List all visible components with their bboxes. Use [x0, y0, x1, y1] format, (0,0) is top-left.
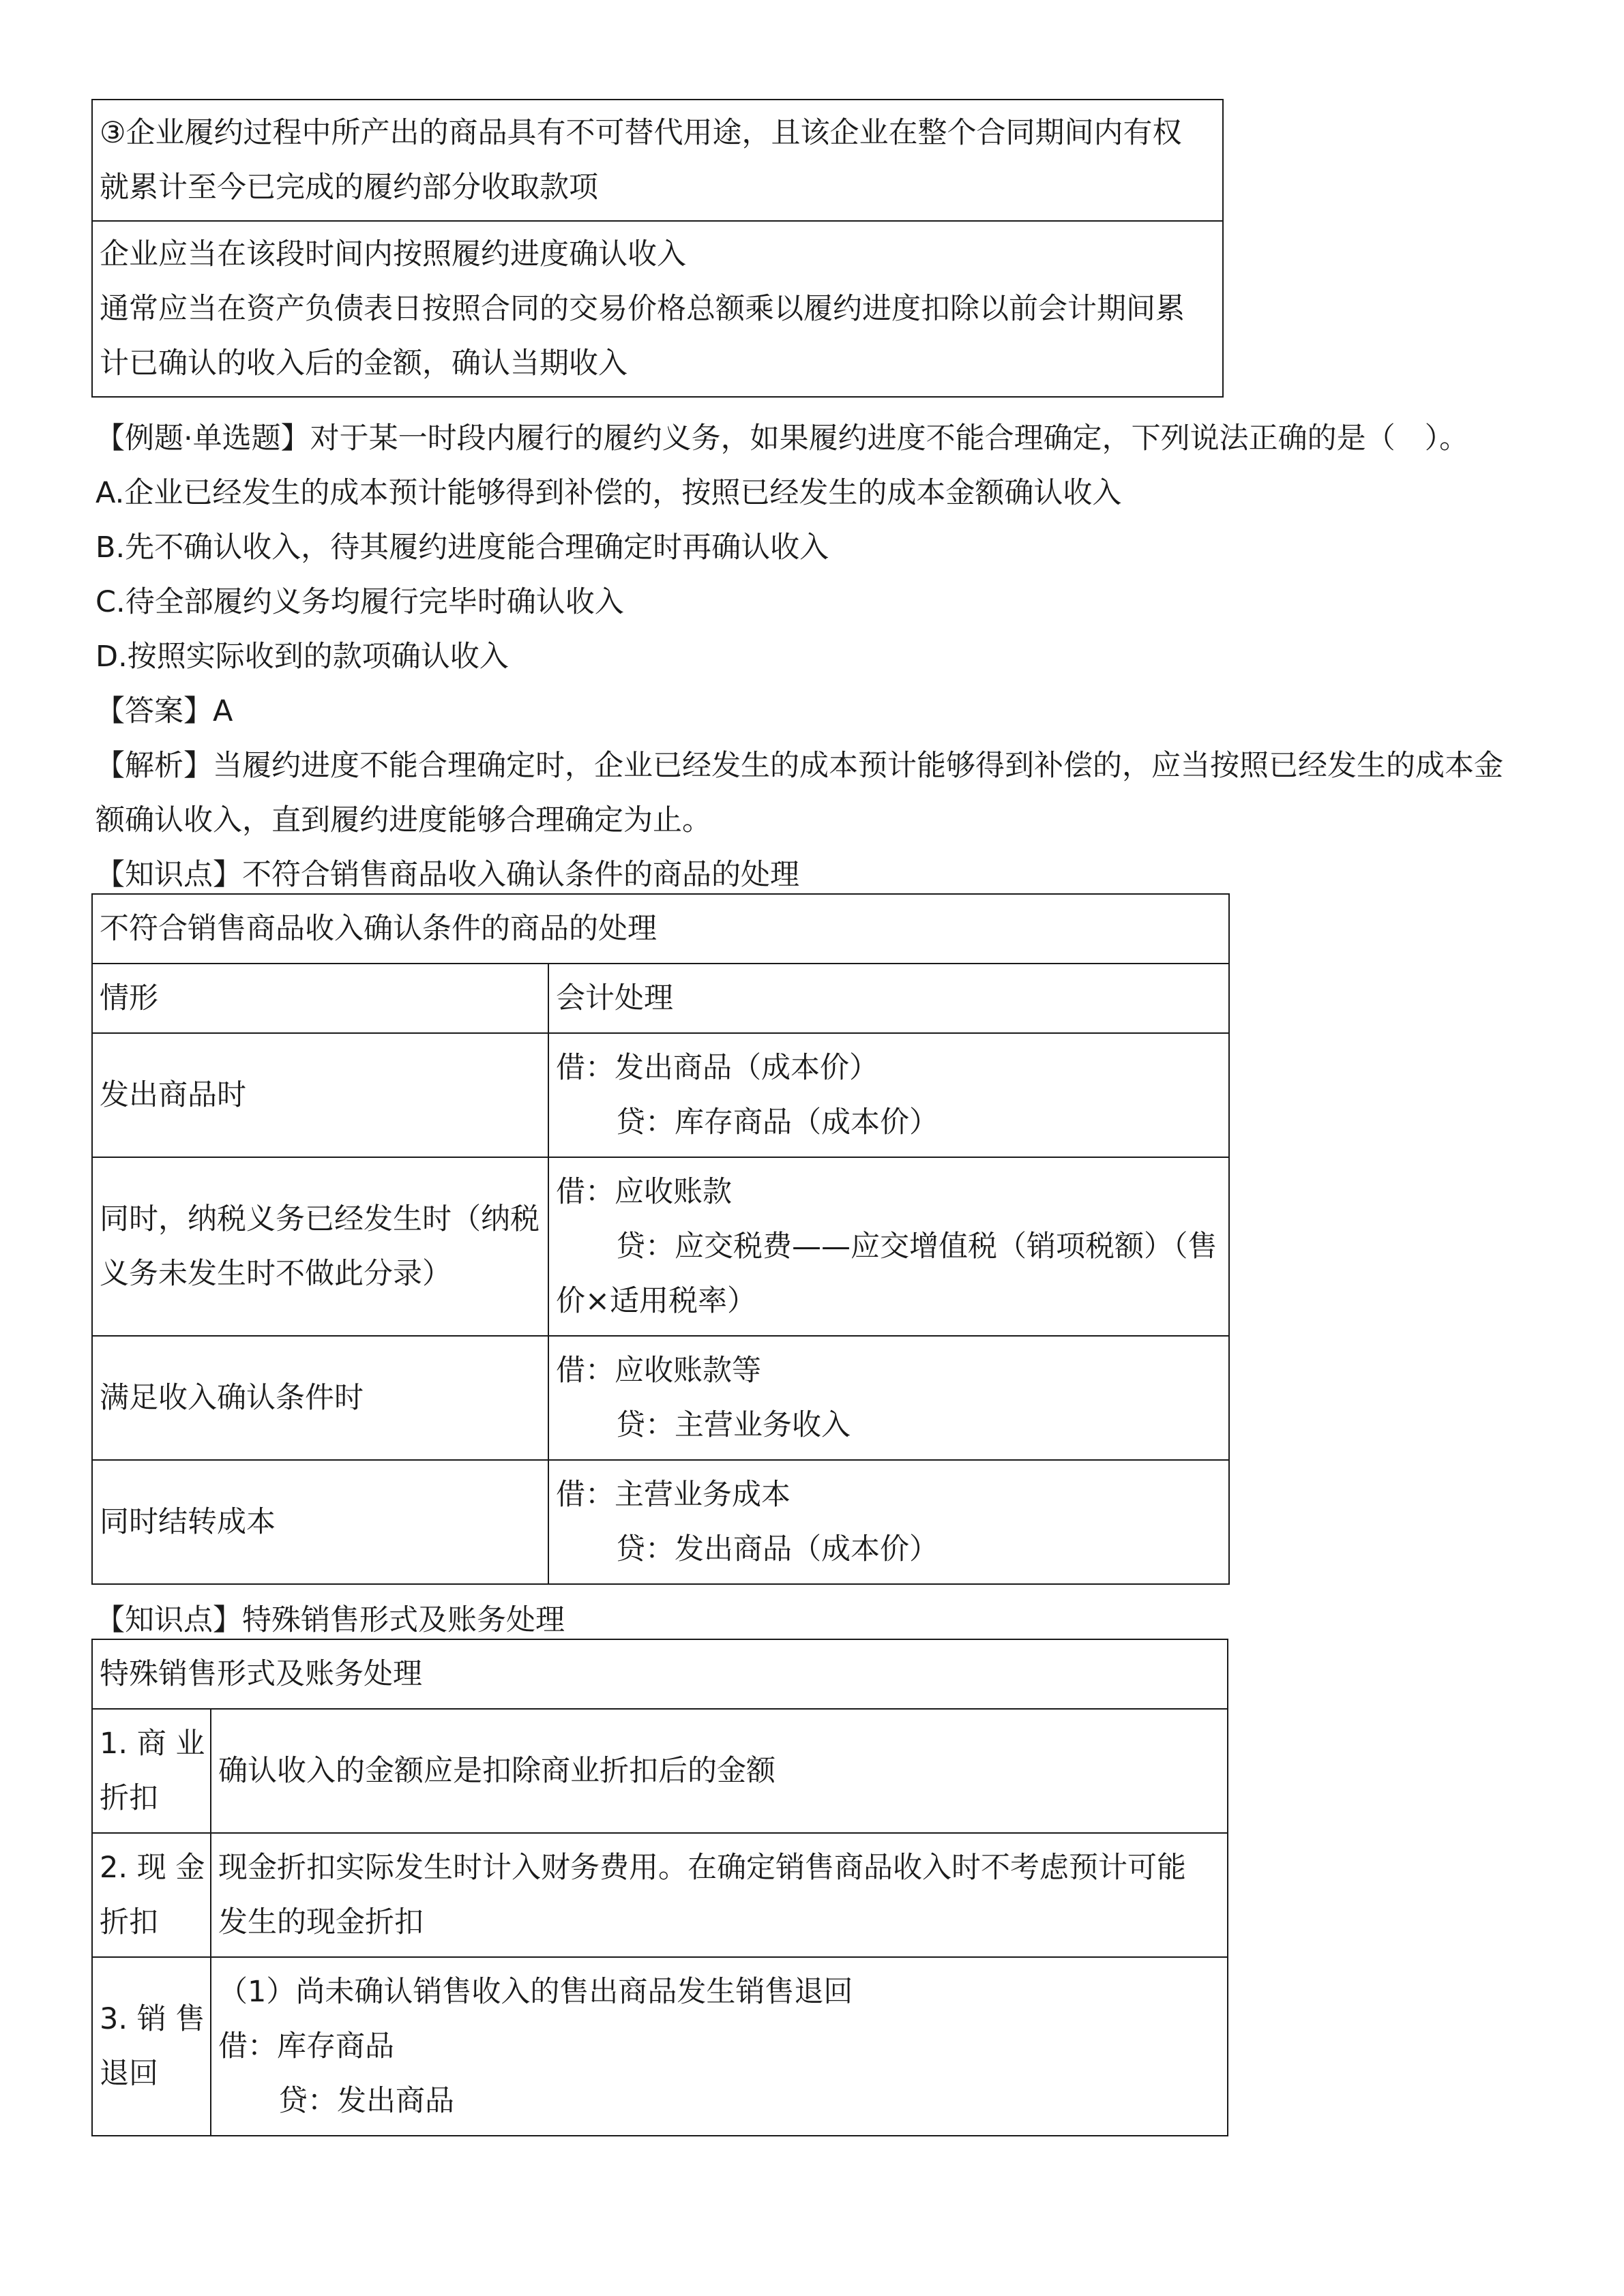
table-cell: ③企业履约过程中所产出的商品具有不可替代用途，且该企业在整个合同期间内有权 就累计至今已完成的履约部分收取款项 — [92, 100, 1223, 221]
entry-cell: 借：主营业务成本 贷：发出商品（成本价） — [548, 1460, 1229, 1584]
situation-cell: 同时，纳税义务已经发生时（纳税 义务未发生时不做此分录） — [92, 1157, 548, 1336]
table-row — [92, 1157, 1229, 1336]
treatment-cell: （1）尚未确认销售收入的售出商品发生销售退回 借：库存商品 贷：发出商品 — [211, 1957, 1228, 2136]
treatment-cell: 确认收入的金额应是扣除商业折扣后的金额 — [211, 1709, 1228, 1833]
situation-cell: 发出商品时 — [92, 1033, 548, 1157]
column-header-accounting: 会计处理 — [548, 964, 1229, 1033]
treatment-cell: 现金折扣实际发生时计入财务费用。在确定销售商品收入时不考虑预计可能 发生的现金折扣 — [211, 1833, 1228, 1957]
entry-cell: 借：发出商品（成本价） 贷：库存商品（成本价） — [548, 1033, 1229, 1157]
nonqualifying-goods-table — [91, 893, 1230, 1585]
option-d: D.按照实际收到的款项确认收入 — [95, 640, 509, 674]
column-header-situation: 情形 — [92, 964, 548, 1033]
table-header-row — [92, 964, 1229, 1033]
option-a: A.企业已经发生的成本预计能够得到补偿的，按照已经发生的成本金额确认收入 — [95, 476, 1122, 510]
analysis-line-1: 【解析】当履约进度不能合理确定时，企业已经发生的成本预计能够得到补偿的，应当按照已经发生的成本金 — [95, 749, 1503, 783]
table-row — [92, 1639, 1228, 1709]
table-row — [92, 1460, 1229, 1584]
table-row — [92, 1033, 1229, 1157]
form-cell: 3. 销 售 退回 — [92, 1957, 211, 2136]
entry-cell: 借：应收账款等 贷：主营业务收入 — [548, 1336, 1229, 1460]
answer: 【答案】A — [95, 694, 233, 728]
table-title: 特殊销售形式及账务处理 — [92, 1639, 1228, 1709]
special-sales-table — [91, 1639, 1228, 2136]
question-stem: 【例题·单选题】对于某一时段内履行的履约义务，如果履约进度不能合理确定，下列说法正确的是（ ）。 — [95, 421, 1469, 456]
table-row — [92, 894, 1229, 964]
table-row — [92, 1833, 1228, 1957]
option-b: B.先不确认收入，待其履约进度能合理确定时再确认收入 — [95, 531, 829, 565]
table-row — [92, 1957, 1228, 2136]
analysis-line-2: 额确认收入，直到履约进度能够合理确定为止。 — [95, 803, 711, 837]
situation-cell: 满足收入确认条件时 — [92, 1336, 548, 1460]
knowledge-point-heading-2: 【知识点】特殊销售形式及账务处理 — [95, 1603, 565, 1637]
table-row — [92, 100, 1223, 221]
table-title: 不符合销售商品收入确认条件的商品的处理 — [92, 894, 1229, 964]
situation-cell: 同时结转成本 — [92, 1460, 548, 1584]
option-c: C.待全部履约义务均履行完毕时确认收入 — [95, 585, 624, 619]
table-cell: 企业应当在该段时间内按照履约进度确认收入 通常应当在资产负债表日按照合同的交易价格总额乘以履约进度扣除以前会计期间累 计已确认的收入后的金额，确认当期收入 — [92, 221, 1223, 397]
form-cell: 2. 现 金 折扣 — [92, 1833, 211, 1957]
table-row — [92, 1709, 1228, 1833]
revenue-recognition-table — [91, 99, 1224, 398]
form-cell: 1. 商 业 折扣 — [92, 1709, 211, 1833]
table-row — [92, 1336, 1229, 1460]
entry-cell: 借：应收账款 贷：应交税费——应交增值税（销项税额）（售 价×适用税率） — [548, 1157, 1229, 1336]
table-row — [92, 221, 1223, 397]
knowledge-point-heading: 【知识点】不符合销售商品收入确认条件的商品的处理 — [95, 858, 799, 892]
